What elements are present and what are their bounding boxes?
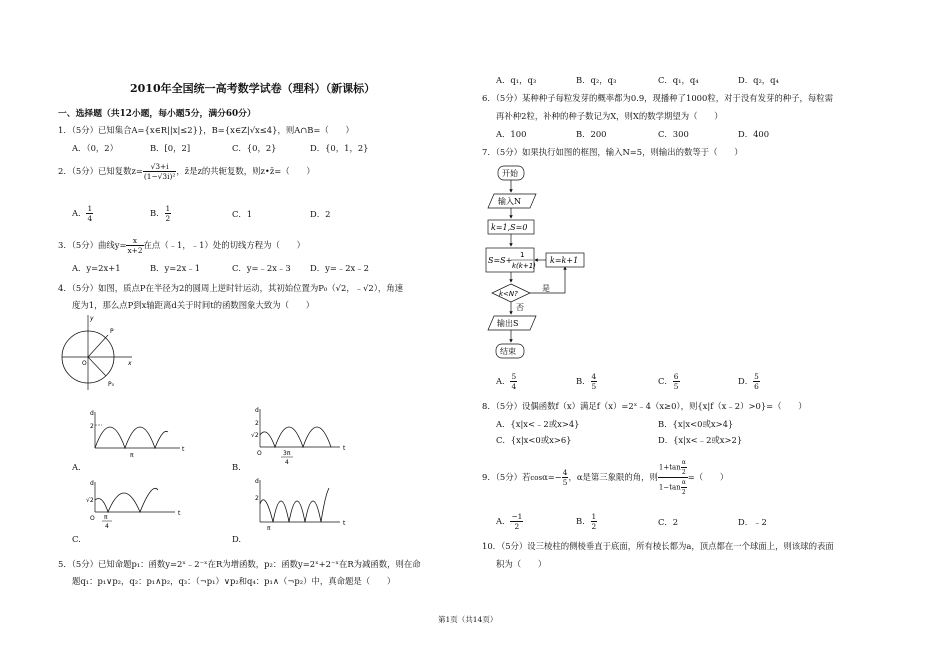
svg-text:d: d	[90, 410, 94, 417]
flow-end: 结束	[500, 347, 516, 356]
q8-option-d: D．{x|x<﹣2或x>2}	[658, 435, 743, 445]
question-4-line2: 度为1，那么点P到x轴距离d关于时间t的函数图象大致为（ ）	[72, 300, 315, 310]
graph-b	[245, 405, 365, 467]
q7-option-a: A． $\frac{5}{4}$	[496, 372, 517, 391]
question-5-line2: 题q₁：p₁∨p₂，q₂：p₁∧p₂，q₃：（¬p₁）∨p₂和q₄：p₁∧（¬p₂）中，真命题是（ ）	[72, 576, 396, 586]
q5-option-d: D．q₂，q₄	[738, 75, 779, 85]
svg-text:4: 4	[105, 523, 109, 530]
q2-option-b: B． $\frac{1}{2}$	[150, 204, 171, 223]
q3-option-c: C．y=﹣2x﹣3	[232, 263, 291, 273]
svg-text:3π: 3π	[283, 450, 291, 457]
q2-option-c: C．1	[232, 209, 253, 219]
q1-option-a: A．（0，2）	[72, 143, 119, 153]
question-6-line2: 再补种2粒，补种的种子数记为X，则X的数学期望为（ ）	[496, 111, 723, 121]
graph-d	[245, 476, 355, 532]
q6-option-b: B．200	[576, 129, 607, 139]
question-10-line2: 积为（ ）	[496, 559, 547, 569]
flow-start: 开始	[502, 169, 518, 178]
flowchart	[484, 160, 594, 366]
flow-output: 输出S	[497, 319, 519, 328]
svg-text:1: 1	[520, 251, 525, 259]
q3-option-b: B．y=2x﹣1	[150, 263, 201, 273]
svg-text:π: π	[130, 452, 134, 459]
question-2-stem: 2．（5分）已知复数z= $\frac{√3+i}{\text{(1−√3i)²}}$ ，z̄是z的共轭复数，则z•z̄=（ ）	[58, 162, 315, 181]
svg-text:t: t	[343, 520, 346, 527]
circle-label-y: y	[90, 315, 94, 322]
question-9-stem: 9．（5分）若cosα=− $\frac{4}{5}$ ，α是第三象限的角，则 1+tan $\frac{\alpha}{2}$ 1−tan $\frac{\alpha}{2}$ =（ ）	[482, 459, 729, 496]
q8-option-a: A．{x|x<﹣2或x>4}	[496, 419, 580, 429]
svg-text:d: d	[90, 480, 94, 487]
svg-text:d: d	[255, 478, 259, 485]
q9-option-a: A． $\frac{-1}{2}$	[496, 512, 523, 531]
q3-option-a: A．y=2x+1	[72, 263, 121, 273]
question-10-line1: 10．（5分）设三棱柱的侧棱垂直于底面，所有棱长都为a，顶点都在一个球面上，则该球的表面	[482, 541, 834, 551]
svg-text:2: 2	[90, 423, 94, 430]
q6-option-d: D．400	[738, 129, 770, 139]
question-5-line1: 5．（5分）已知命题p₁：函数y=2ˣ﹣2⁻ˣ在R为增函数，p₂：函数y=2ˣ+2⁻ˣ在R为减函数，则在命	[58, 559, 421, 569]
svg-text:O: O	[90, 515, 95, 522]
svg-text:d: d	[255, 407, 259, 414]
page-title: 2010年全国统一高考数学试卷（理科）（新课标）	[130, 82, 376, 95]
question-4-line1: 4．（5分）如图，质点P在半径为2的圆周上逆时针运动，其初始位置为P₀（√2，﹣√2），角速	[58, 283, 404, 293]
svg-text:t: t	[182, 446, 185, 453]
circle-label-p0: P₀	[108, 381, 115, 388]
circle-label-p: P	[110, 328, 114, 335]
svg-text:π: π	[104, 514, 108, 521]
svg-text:t: t	[343, 445, 346, 452]
section-heading: 一、选择题（共12小题，每小题5分，满分60分）	[58, 109, 256, 119]
page-footer: 第1页（共14页）	[438, 615, 498, 624]
q2-option-a: A． $\frac{1}{4}$	[72, 204, 93, 223]
circle-figure	[60, 312, 150, 392]
svg-text:2: 2	[255, 495, 259, 502]
q7-option-c: C． $\frac{6}{5}$	[658, 372, 679, 391]
q1-option-c: C．{0，2}	[232, 143, 277, 153]
q7-option-d: D． $\frac{5}{6}$	[738, 372, 759, 391]
q9-option-b: B． $\frac{1}{2}$	[576, 512, 597, 531]
q6-option-c: C．300	[658, 129, 689, 139]
q7-option-b: B． $\frac{4}{5}$	[576, 372, 597, 391]
flow-inc: k=k+1	[550, 256, 579, 265]
q9-option-c: C．2	[658, 517, 679, 527]
q4-option-c: C.	[72, 534, 81, 544]
flow-init: k=1,S=0	[491, 223, 528, 232]
q8-option-b: B．{x|x<0或x>4}	[658, 419, 734, 429]
svg-text:√2: √2	[86, 497, 94, 504]
q4-option-d: D.	[232, 534, 242, 544]
flow-yes: 是	[542, 284, 550, 293]
circle-label-o: O	[82, 360, 87, 367]
flow-input: 输入N	[498, 197, 521, 206]
svg-text:π: π	[267, 525, 271, 532]
q5-option-a: A．q₁，q₃	[496, 75, 537, 85]
svg-text:4: 4	[285, 459, 289, 466]
q2-option-d: D．2	[310, 209, 331, 219]
question-8-stem: 8．（5分）设偶函数f（x）满足f（x）=2ˣ﹣4（x≥0），则{x|f（x﹣2）>0}=（ ）	[482, 401, 807, 411]
question-3-stem: 3．（5分）曲线y= $\frac{x}{x+2}$ 在点（﹣1，﹣1）处的切线方程为（ ）	[58, 236, 305, 255]
svg-text:2: 2	[255, 420, 259, 427]
svg-text:k(k+1): k(k+1)	[512, 262, 536, 270]
flow-no: 否	[516, 303, 524, 312]
q4-option-a: A.	[72, 462, 81, 472]
q5-option-b: B．q₂，q₃	[576, 75, 617, 85]
graph-a	[80, 408, 190, 460]
q8-option-c: C．{x|x<0或x>6}	[496, 435, 572, 445]
q6-option-a: A．100	[496, 129, 527, 139]
q9-option-d: D．﹣2	[738, 517, 767, 527]
flow-cond: k<N?	[499, 290, 518, 298]
q5-option-c: C．q₁，q₄	[658, 75, 699, 85]
svg-text:O: O	[257, 450, 262, 457]
q1-option-b: B．[0，2]	[150, 143, 191, 153]
svg-text:√2: √2	[251, 432, 259, 439]
graph-c	[80, 478, 190, 534]
q1-option-d: D．{0，1，2}	[310, 143, 369, 153]
q4-option-b: B.	[232, 462, 241, 472]
question-6-line1: 6．（5分）某种种子每粒发芽的概率都为0.9，现播种了1000粒，对于没有发芽的种子，每粒需	[482, 93, 833, 103]
svg-text:t: t	[178, 510, 181, 517]
circle-label-x: x	[128, 360, 132, 367]
question-7-stem: 7．（5分）如果执行如图的框图，输入N=5，则输出的数等于（ ）	[482, 147, 743, 157]
question-1-stem: 1．（5分）已知集合A={x∈R||x|≤2}}，B={x∈Z|√x≤4}，则A∩B=（ ）	[58, 125, 354, 135]
q3-option-d: D．y=﹣2x﹣2	[310, 263, 369, 273]
flow-update: S=S+	[488, 256, 513, 265]
